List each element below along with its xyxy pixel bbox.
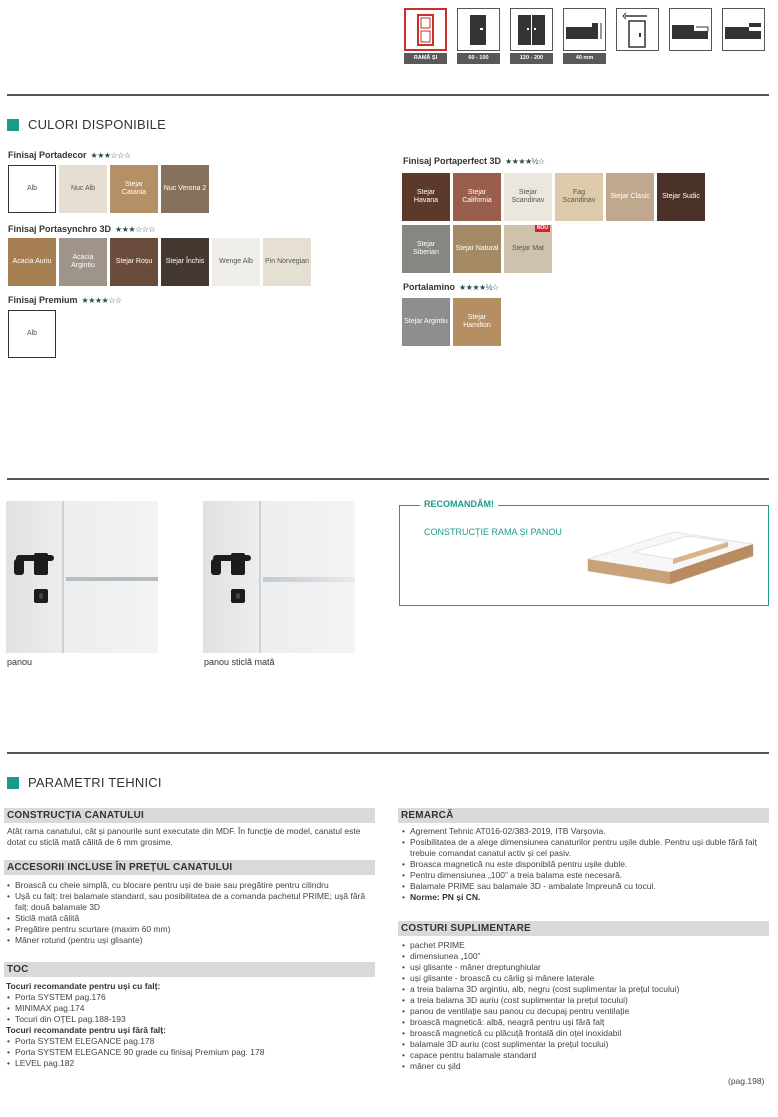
- rating-stars-icon: ★★★☆☆☆: [90, 150, 131, 160]
- list-item: • MINIMAX pag.174: [6, 1003, 376, 1014]
- swatch-label: Stejar Mat: [512, 245, 544, 252]
- color-swatch: [8, 165, 56, 213]
- icon-label: 120 - 200: [510, 53, 553, 64]
- swatch-row: [402, 173, 705, 221]
- finish-name: Finisaj Portasynchro 3D: [8, 224, 112, 234]
- swatch-label: Stejar Siberian: [413, 241, 439, 256]
- swatch-label: Alb: [26, 330, 38, 337]
- extra-costs-heading: COSTURI SUPLIMENTARE: [398, 921, 769, 936]
- swatch-label: Nuc Verona 2: [163, 185, 207, 192]
- color-swatch: [59, 165, 107, 213]
- toc-list: [6, 981, 376, 1069]
- recommendation-text: CONSTRUCȚIE RAMA ȘI PANOU: [424, 527, 562, 537]
- list-item: • Agrement Tehnic AT016-02/383-2019, ITB Varșovia.: [401, 826, 769, 837]
- icon-cell-thickness: [563, 8, 606, 64]
- list-item: • uși glisante - broască cu cârlig și mânere laterale: [401, 973, 731, 984]
- swatch-label: Stejar Hamilton: [463, 314, 491, 329]
- list-item: • Porta SYSTEM ELEGANCE pag.178: [6, 1036, 376, 1047]
- list-item: • Pregătire pentru scurtare (maxim 60 mm): [6, 924, 376, 935]
- swatch-label: Stejar Sudic: [662, 193, 700, 200]
- list-item: [401, 892, 769, 903]
- tech-section-title: PARAMETRI TEHNICI: [7, 775, 162, 790]
- color-swatch: [59, 238, 107, 286]
- swatch-label: Stejar Argintiu: [404, 318, 448, 325]
- icon-label: 60 - 100: [457, 53, 500, 64]
- remarks-list: [401, 826, 769, 903]
- teal-square-icon: [7, 119, 19, 131]
- color-swatch: [555, 173, 603, 221]
- color-swatch: [8, 310, 56, 358]
- divider: [7, 752, 769, 754]
- finish-heading: [403, 156, 545, 166]
- color-swatch: [8, 238, 56, 286]
- swatch-row: [402, 225, 552, 273]
- color-swatch: [453, 225, 501, 273]
- swatch-label: Stejar Clasic: [610, 193, 650, 200]
- photo-caption: panou sticlă mată: [204, 657, 275, 667]
- list-item: Tocuri recomandate pentru uși cu falț:: [6, 981, 161, 991]
- color-swatch: [657, 173, 705, 221]
- swatch-row: [8, 238, 311, 286]
- finish-heading: [8, 224, 155, 234]
- list-item: • panou de ventilație sau panou cu decupaj pentru ventilație: [401, 1006, 731, 1017]
- color-swatch: [606, 173, 654, 221]
- icon-cell-flush: [722, 8, 765, 64]
- icon-cell-sliding: [616, 8, 659, 64]
- finish-heading: [403, 282, 499, 292]
- accessories-heading: ACCESORII INCLUSE ÎN PREȚUL CANATULUI: [4, 860, 375, 875]
- swatch-label: Wenge Alb: [219, 258, 253, 265]
- icon-cell-double: [510, 8, 553, 64]
- photo-caption: panou: [7, 657, 33, 667]
- divider: [7, 94, 769, 96]
- icon-label: 40 mm: [563, 53, 606, 64]
- swatch-label: Stejar Roșu: [115, 258, 153, 265]
- list-item: • a treia balama 3D argintiu, alb, negru (cost suplimentar la prețul tocului): [401, 984, 731, 995]
- finish-heading: [8, 150, 131, 160]
- list-item: • Pentru dimensiunea „100” a treia balama este necesară.: [401, 870, 769, 881]
- colors-section-title: CULORI DISPONIBILE: [7, 117, 166, 132]
- color-swatch: [504, 173, 552, 221]
- swatch-row: [8, 310, 56, 358]
- list-item: • balamale 3D auriu (cost suplimentar la prețul tocului): [401, 1039, 731, 1050]
- list-item: Tocuri recomandate pentru uși fără falț:: [6, 1025, 166, 1035]
- list-item: • uși glisante - mâner dreptunghiular: [401, 962, 731, 973]
- door-double-icon: [510, 8, 553, 51]
- icon-cell-single: [457, 8, 500, 64]
- color-swatch: [263, 238, 311, 286]
- list-item: • Porta SYSTEM ELEGANCE 90 grade cu finisaj Premium pag. 178: [6, 1047, 376, 1058]
- color-swatch: [161, 238, 209, 286]
- color-swatch: [402, 173, 450, 221]
- swatch-label: Stejar Natural: [455, 245, 499, 252]
- remarks-heading: REMARCĂ: [398, 808, 769, 823]
- rebated-door-icon: [669, 8, 712, 51]
- color-swatch: [212, 238, 260, 286]
- swatch-row: [8, 165, 209, 213]
- rating-stars-icon: ★★★☆☆☆: [115, 224, 156, 234]
- color-swatch: [161, 165, 209, 213]
- frame-panel-cutaway-image: [578, 514, 758, 594]
- color-swatch: [453, 298, 501, 346]
- feature-icons-row: [404, 8, 765, 72]
- list-item: • pachet PRIME: [401, 940, 731, 951]
- color-swatch: [110, 238, 158, 286]
- finish-name: Finisaj Portadecor: [8, 150, 87, 160]
- list-item: • broască magnetică cu plăcuță frontală din oțel inoxidabil: [401, 1028, 731, 1039]
- recommendation-tag: RECOMANDĂM!: [420, 499, 498, 509]
- rating-stars-icon: ★★★★½☆: [505, 156, 545, 166]
- extra-costs-list: [401, 940, 731, 1072]
- list-item: • Broască cu cheie simplă, cu blocare pentru uși de baie sau pregătire pentru cilindru: [6, 880, 376, 891]
- toc-heading: TOC: [4, 962, 375, 977]
- color-swatch: [402, 225, 450, 273]
- icon-label: RAMĂ ȘI PANOU: [404, 53, 447, 64]
- icon-label: [616, 53, 659, 64]
- list-item: • Porta SYSTEM pag.176: [6, 992, 376, 1003]
- list-item: • Balamale PRIME sau balamale 3D - ambalate împreună cu tocul.: [401, 881, 769, 892]
- swatch-label: Pin Norvegian: [265, 258, 309, 265]
- list-item: • broască magnetică: albă, neagră pentru uși fără falț: [401, 1017, 731, 1028]
- swatch-label: Stejar Scandinav: [511, 189, 545, 204]
- photo-panel: [6, 501, 158, 653]
- construction-text: Atât rama canatului, cât și panourile sunt executate din MDF. În funcție de model, canatul este dotat cu sticlă mată călită de 6 mm grosime.: [7, 826, 361, 847]
- icon-label: [722, 53, 765, 64]
- list-item: • Mâner rotund (pentru uși glisante): [6, 935, 376, 946]
- swatch-row: [402, 298, 501, 346]
- list-item: • Ușă cu falț: trei balamale standard, sau posibilitatea de a comanda pachetul PRIME; ușă fără falț: două balamale 3D: [6, 891, 376, 913]
- photo-panel-frosted-glass: [203, 501, 355, 653]
- frame-panel-icon: [404, 8, 447, 51]
- rating-stars-icon: ★★★★½☆: [459, 282, 499, 292]
- rating-stars-icon: ★★★★☆☆: [81, 295, 122, 305]
- swatch-label: Stejar California: [462, 189, 492, 204]
- swatch-label: Acacia Argintiu: [71, 254, 95, 269]
- page-reference: (pag.198): [728, 1076, 765, 1086]
- list-item: • a treia balama 3D auriu (cost suplimentar la prețul tocului): [401, 995, 731, 1006]
- finish-name: Portalamino: [403, 282, 456, 292]
- bold-text: Norme: PN și CN.: [410, 892, 481, 902]
- list-item: • LEVEL pag.182: [6, 1058, 376, 1069]
- icon-cell-rebated: [669, 8, 712, 64]
- list-item: • dimensiunea „100”: [401, 951, 731, 962]
- swatch-label: Fag Scandinav: [562, 189, 596, 204]
- teal-square-icon: [7, 777, 19, 789]
- new-badge: NOU: [536, 225, 548, 231]
- swatch-label: Nuc Alb: [70, 185, 96, 192]
- color-swatch: [110, 165, 158, 213]
- list-item: • Sticlă mată călită: [6, 913, 376, 924]
- swatch-label: Stejar Închis: [165, 258, 205, 265]
- list-item: • Tocuri din OȚEL pag.188-193: [6, 1014, 376, 1025]
- list-item: • capace pentru balamale standard: [401, 1050, 731, 1061]
- sliding-door-icon: [616, 8, 659, 51]
- door-single-icon: [457, 8, 500, 51]
- swatch-label: Stejar Catania: [121, 181, 147, 196]
- icon-cell-frame-panel: [404, 8, 447, 72]
- construction-heading: CONSTRUCȚIA CANATULUI: [4, 808, 375, 823]
- swatch-label: Alb: [26, 185, 38, 192]
- color-swatch: [402, 298, 450, 346]
- color-swatch: [504, 225, 552, 273]
- swatch-label: Stejar Havana: [413, 189, 439, 204]
- finish-name: Finisaj Portaperfect 3D: [403, 156, 502, 166]
- accessories-list: [6, 880, 376, 946]
- icon-label: [669, 53, 712, 64]
- list-item: • Posibilitatea de a alege dimensiunea canaturilor pentru ușile duble. Pentru uși duble fără falț trebuie comandat canatul activ și cel pasiv.: [401, 837, 769, 859]
- thickness-icon: [563, 8, 606, 51]
- swatch-label: Acacia Auriu: [12, 258, 52, 265]
- list-item: • Broasca magnetică nu este disponibilă pentru ușile duble.: [401, 859, 769, 870]
- list-item: • mâner cu șild: [401, 1061, 731, 1072]
- finish-heading: [8, 295, 122, 305]
- color-swatch: [453, 173, 501, 221]
- divider: [7, 478, 769, 480]
- flush-door-icon: [722, 8, 765, 51]
- finish-name: Finisaj Premium: [8, 295, 78, 305]
- recommendation-box: [399, 499, 769, 606]
